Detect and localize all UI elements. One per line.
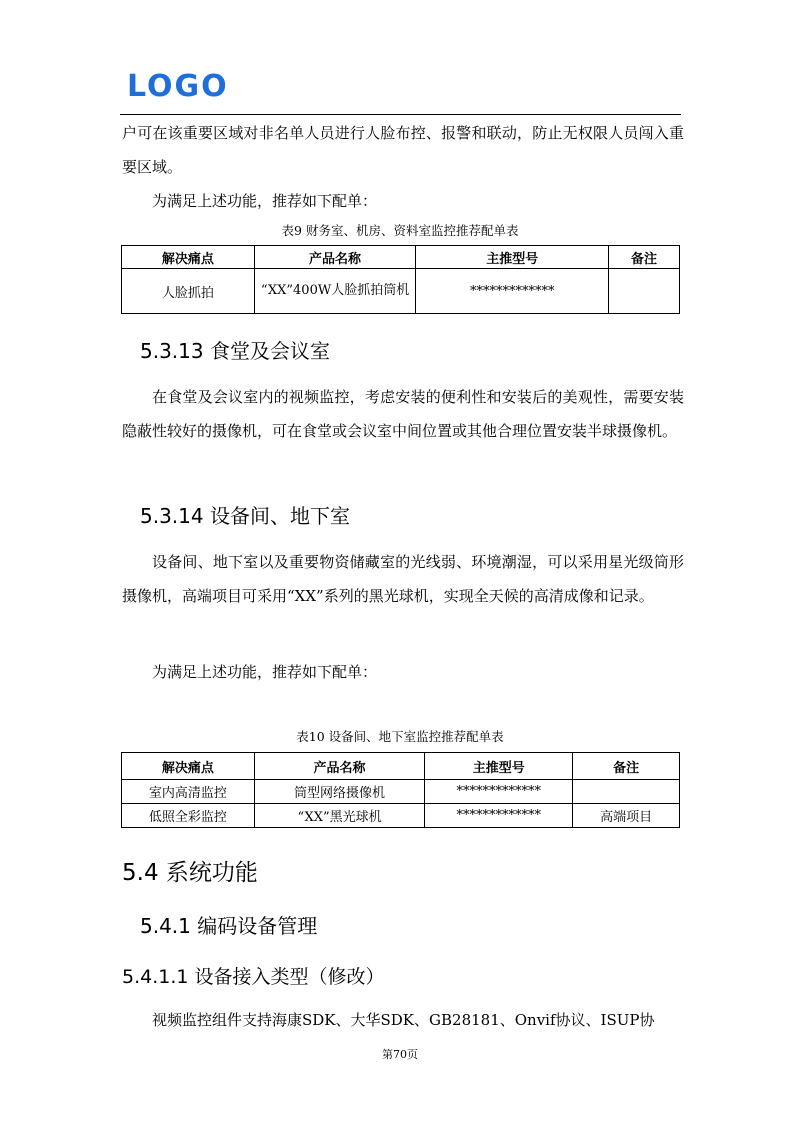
table10-cell: 室内高清监控	[122, 780, 255, 804]
table9-cell: 人脸抓拍	[122, 269, 255, 314]
table10-cell	[573, 780, 680, 804]
table10-header-cell: 备注	[573, 753, 680, 780]
table-row	[122, 269, 680, 314]
paragraph-intro-table10: 为满足上述功能，推荐如下配单：	[152, 663, 378, 681]
table10-cell: 低照全彩监控	[122, 804, 255, 828]
section-heading-5313: 5.3.13 食堂及会议室	[140, 339, 330, 363]
table9-cell: *************	[416, 269, 609, 314]
page-number: 第70页	[382, 1048, 418, 1061]
table10-cell: 筒型网络摄像机	[254, 780, 425, 804]
section-heading-54: 5.4 系统功能	[122, 860, 258, 886]
table10-cell: “XX”黑光球机	[254, 804, 425, 828]
table9	[121, 245, 680, 314]
table9-header-cell: 产品名称	[254, 246, 416, 269]
paragraph-5313: 在食堂及会议室内的视频监控，考虑安装的便利性和安装后的美观性，需要安装隐蔽性较好的摄像机，可在食堂或会议室中间位置或其他合理位置安装半球摄像机。	[122, 388, 684, 440]
table9-cell: “XX”400W人脸抓拍筒机	[254, 269, 416, 314]
table10-cell: 高端项目	[573, 804, 680, 828]
paragraph-5411: 视频监控组件支持海康SDK、大华SDK、GB28181、Onvif协议、ISUP协	[152, 1011, 655, 1029]
table-row	[122, 780, 680, 804]
section-heading-5314: 5.3.14 设备间、地下室	[140, 504, 350, 528]
table9-cell	[609, 269, 680, 314]
paragraph-5314: 设备间、地下室以及重要物资储藏室的光线弱、环境潮湿，可以采用星光级筒形摄像机，高端项目可采用“XX”系列的黑光球机，实现全天候的高清成像和记录。	[122, 553, 684, 605]
table10	[121, 752, 680, 828]
table10-cell: *************	[425, 804, 573, 828]
table10-header-cell: 产品名称	[254, 753, 425, 780]
table9-header-cell: 备注	[609, 246, 680, 269]
table9-caption: 表9 财务室、机房、资料室监控推荐配单表	[281, 223, 519, 238]
header-divider	[120, 114, 681, 115]
table9-header-cell: 主推型号	[416, 246, 609, 269]
table10-header-cell: 主推型号	[425, 753, 573, 780]
paragraph-continued: 户可在该重要区域对非名单人员进行人脸布控、报警和联动，防止无权限人员闯入重要区域。	[122, 124, 684, 176]
table9-header-cell: 解决痛点	[122, 246, 255, 269]
table10-header-cell: 解决痛点	[122, 753, 255, 780]
section-heading-541: 5.4.1 编码设备管理	[140, 914, 318, 938]
table10-cell: *************	[425, 780, 573, 804]
logo: LOGO	[127, 69, 229, 104]
table10-caption: 表10 设备间、地下室监控推荐配单表	[296, 729, 504, 744]
paragraph-intro-table9: 为满足上述功能，推荐如下配单：	[152, 192, 378, 210]
section-heading-5411: 5.4.1.1 设备接入类型（修改）	[122, 966, 385, 988]
table-row	[122, 804, 680, 828]
